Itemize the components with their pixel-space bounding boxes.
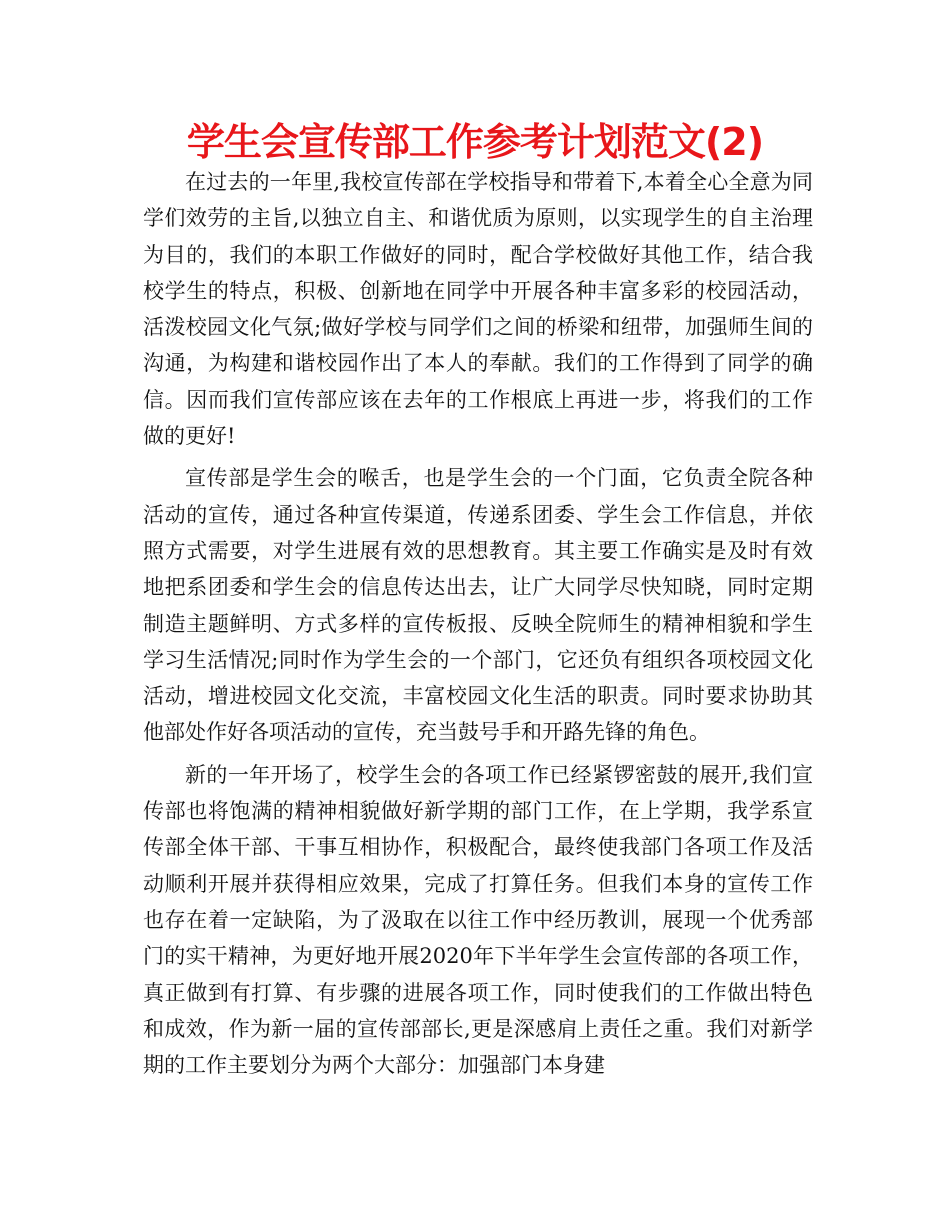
document-body: [143, 164, 813, 1083]
paragraph-1: 在过去的一年里,我校宣传部在学校指导和带着下,本着全心全意为同学们效劳的主旨,以独立自主、和谐优质为原则，以实现学生的自主治理为目的，我们的本职工作做好的同时，配合学校做好其他工作，结合我校学生的特点，积极、创新地在同学中开展各种丰富多彩的校园活动，活泼校园文化气氛;做好学校与同学们之间的桥梁和纽带，加强师生间的沟通，为构建和谐校园作出了本人的奉献。我们的工作得到了同学的确信。因而我们宣传部应该在去年的工作根底上再进一步，将我们的工作做的更好!: [143, 170, 813, 449]
document-title: 学生会宣传部工作参考计划范文(2): [186, 120, 764, 164]
paragraph-2: 宣传部是学生会的喉舌，也是学生会的一个门面，它负责全院各种活动的宣传，通过各种宣传渠道，传递系团委、学生会工作信息，并依照方式需要，对学生进展有效的思想教育。其主要工作确实是及时有效地把系团委和学生会的信息传达出去，让广大同学尽快知晓，同时定期制造主题鲜明、方式多样的宣传板报、反映全院师生的精神相貌和学生学习生活情况;同时作为学生会的一个部门，它还负有组织各项校园文化活动，增进校园文化交流，丰富校园文化生活的职责。同时要求协助其他部处作好各项活动的宣传，充当鼓号手和开路先锋的角色。: [143, 466, 813, 745]
paragraph-3: 新的一年开场了，校学生会的各项工作已经紧锣密鼓的展开,我们宣传部也将饱满的精神相貌做好新学期的部门工作，在上学期，我学系宣传部全体干部、干事互相协作，积极配合，最终使我部门各项工作及活动顺利开展并获得相应效果，完成了打算任务。但我们本身的宣传工作也存在着一定缺陷，为了汲取在以往工作中经历教训，展现一个优秀部门的实干精神，为更好地开展2020年下半年学生会宣传部的各项工作，真正做到有打算、有步骤的进展各项工作，同时使我们的工作做出特色和成效，作为新一届的宣传部部长,更是深感肩上责任之重。我们对新学期的工作主要划分为两个大部分：加强部门本身建: [143, 762, 813, 1078]
